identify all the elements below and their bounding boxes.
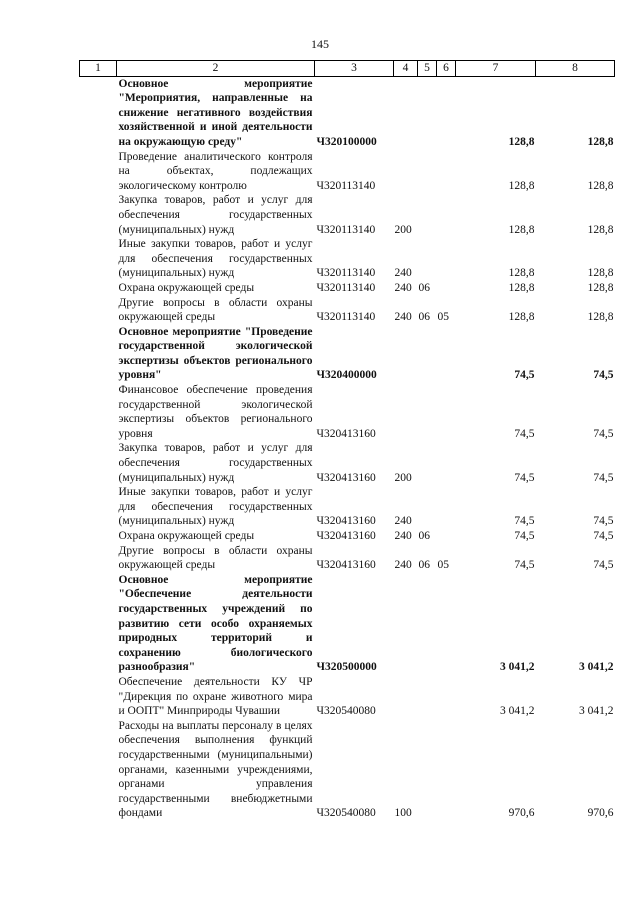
amount-col-8: 128,8 bbox=[587, 223, 614, 236]
section-code bbox=[418, 485, 437, 529]
target-code: Ч320113140 bbox=[316, 179, 376, 192]
table-row bbox=[80, 675, 615, 719]
table-body bbox=[80, 76, 615, 821]
item-name: Закупка товаров, работ и услуг для обеспечения государственных (муниципальных) нужд bbox=[118, 442, 313, 484]
amount-col-8: 128,8 bbox=[587, 281, 614, 294]
page-number: 145 bbox=[311, 37, 329, 51]
subsection-code bbox=[437, 281, 456, 296]
amount-col-7: 128,8 bbox=[508, 135, 535, 148]
target-code: Ч320113140 bbox=[316, 267, 376, 280]
section-code bbox=[418, 675, 437, 719]
row-spacer bbox=[80, 675, 117, 719]
table-row bbox=[80, 237, 615, 281]
target-code: Ч320540080 bbox=[316, 705, 376, 718]
section-code: 06 bbox=[418, 311, 430, 324]
expense-type bbox=[394, 150, 418, 194]
subsection-code bbox=[437, 237, 456, 281]
table-row bbox=[80, 281, 615, 296]
target-code: Ч320500000 bbox=[316, 661, 377, 674]
target-code: Ч320113140 bbox=[316, 311, 376, 324]
section-code bbox=[418, 193, 437, 237]
amount-col-8: 3 041,2 bbox=[579, 705, 614, 718]
header-row bbox=[80, 61, 615, 77]
subsection-code bbox=[437, 573, 456, 675]
amount-col-7: 74,5 bbox=[514, 369, 535, 382]
amount-col-8: 74,5 bbox=[593, 369, 614, 382]
expense-type: 240 bbox=[394, 559, 412, 572]
header-col-7: 7 bbox=[456, 61, 536, 77]
expense-type bbox=[394, 675, 418, 719]
subsection-code bbox=[437, 150, 456, 194]
target-code: Ч320413160 bbox=[316, 530, 376, 542]
amount-col-7: 128,8 bbox=[508, 223, 535, 236]
item-name: Обеспечение деятельности КУ ЧР "Дирекция по охране животного мира и ООПТ" Минприроды Чувашии bbox=[118, 675, 313, 718]
amount-col-8: 74,5 bbox=[593, 515, 614, 528]
table-row bbox=[80, 544, 615, 573]
amount-col-8: 128,8 bbox=[587, 311, 614, 324]
table-row bbox=[80, 485, 615, 529]
section-code bbox=[418, 76, 437, 149]
table-row bbox=[80, 150, 615, 194]
amount-col-8: 74,5 bbox=[593, 471, 614, 484]
amount-col-7: 74,5 bbox=[514, 515, 535, 528]
item-name: Другие вопросы в области охраны окружающей среды bbox=[118, 296, 313, 324]
subsection-code: 05 bbox=[437, 559, 449, 572]
row-spacer bbox=[80, 529, 117, 544]
subsection-code bbox=[437, 529, 456, 544]
row-spacer bbox=[80, 573, 117, 675]
row-spacer bbox=[80, 150, 117, 194]
expense-type: 200 bbox=[394, 223, 412, 236]
expense-type bbox=[394, 76, 418, 149]
row-spacer bbox=[80, 193, 117, 237]
expense-type bbox=[394, 573, 418, 675]
row-spacer bbox=[80, 281, 117, 296]
expense-type: 200 bbox=[394, 471, 412, 484]
row-spacer bbox=[80, 325, 117, 383]
table-row bbox=[80, 193, 615, 237]
target-code: Ч320400000 bbox=[316, 369, 377, 382]
header-col-8: 8 bbox=[536, 61, 615, 77]
amount-col-8: 128,8 bbox=[587, 267, 614, 280]
amount-col-8: 74,5 bbox=[593, 559, 614, 572]
target-code: Ч320413160 bbox=[316, 427, 376, 440]
subsection-code bbox=[437, 675, 456, 719]
target-code: Ч320113140 bbox=[316, 223, 376, 236]
table-row bbox=[80, 296, 615, 325]
subsection-code bbox=[437, 325, 456, 383]
subsection-code bbox=[437, 383, 456, 441]
section-code: 06 bbox=[418, 559, 430, 572]
row-spacer bbox=[80, 383, 117, 441]
section-code: 06 bbox=[418, 281, 430, 294]
item-name: Иные закупки товаров, работ и услуг для обеспечения государственных (муниципальных) нужд bbox=[118, 486, 313, 528]
amount-col-8: 970,6 bbox=[587, 807, 614, 820]
header-col-4: 4 bbox=[394, 61, 418, 77]
amount-col-7: 128,8 bbox=[508, 267, 535, 280]
expense-type: 240 bbox=[394, 281, 412, 294]
amount-col-7: 3 041,2 bbox=[500, 661, 535, 674]
table-row bbox=[80, 325, 615, 383]
section-code bbox=[418, 383, 437, 441]
row-spacer bbox=[80, 544, 117, 573]
budget-table bbox=[79, 60, 615, 821]
row-spacer bbox=[80, 237, 117, 281]
section-code bbox=[418, 325, 437, 383]
item-name: Расходы на выплаты персоналу в целях обеспечения выполнения функций государственными (муниципальными) органами, казенными учреждениями, органами управления государственными внебюджетными фондами bbox=[118, 719, 313, 820]
target-code: Ч320100000 bbox=[316, 135, 377, 148]
item-name: Основное мероприятие "Проведение государственной экологической экспертизы объектов регионального уровня" bbox=[118, 325, 313, 382]
section-code bbox=[418, 573, 437, 675]
table-row bbox=[80, 76, 615, 149]
row-spacer bbox=[80, 719, 117, 821]
amount-col-7: 74,5 bbox=[514, 427, 535, 440]
table-row bbox=[80, 441, 615, 485]
subsection-code bbox=[437, 193, 456, 237]
item-name: Основное мероприятие "Мероприятия, направленные на снижение негативного воздействия хозяйственной и иной деятельности на окружающую среду" bbox=[118, 77, 313, 148]
section-code: 06 bbox=[418, 530, 430, 542]
amount-col-7: 970,6 bbox=[508, 807, 535, 820]
subsection-code bbox=[437, 485, 456, 529]
amount-col-7: 128,8 bbox=[508, 179, 535, 192]
amount-col-8: 74,5 bbox=[593, 530, 614, 542]
table-row bbox=[80, 383, 615, 441]
table-row bbox=[80, 573, 615, 675]
subsection-code bbox=[437, 76, 456, 149]
expense-type: 240 bbox=[394, 515, 412, 528]
section-code bbox=[418, 237, 437, 281]
amount-col-7: 74,5 bbox=[514, 530, 535, 542]
item-name: Закупка товаров, работ и услуг для обеспечения государственных (муниципальных) нужд bbox=[118, 194, 313, 236]
table-row bbox=[80, 719, 615, 821]
item-name: Основное мероприятие "Обеспечение деятельности государственных учреждений по развитию сети особо охраняемых природных территорий и сохранению биологического разнообразия" bbox=[118, 573, 313, 674]
row-spacer bbox=[80, 76, 117, 149]
header-col-6: 6 bbox=[437, 61, 456, 77]
amount-col-7: 74,5 bbox=[514, 559, 535, 572]
amount-col-7: 3 041,2 bbox=[500, 705, 535, 718]
item-name: Другие вопросы в области охраны окружающей среды bbox=[118, 544, 313, 572]
expense-type bbox=[394, 325, 418, 383]
target-code: Ч320540080 bbox=[316, 807, 376, 820]
section-code bbox=[418, 719, 437, 821]
row-spacer bbox=[80, 441, 117, 485]
item-name: Проведение аналитического контроля на объектах, подлежащих экологическому контролю bbox=[118, 150, 313, 192]
table-header bbox=[80, 61, 615, 77]
amount-col-7: 74,5 bbox=[514, 471, 535, 484]
header-col-5: 5 bbox=[418, 61, 437, 77]
item-name: Охрана окружающей среды bbox=[118, 530, 255, 542]
item-name: Иные закупки товаров, работ и услуг для обеспечения государственных (муниципальных) нужд bbox=[118, 238, 313, 280]
target-code: Ч320413160 bbox=[316, 559, 376, 572]
subsection-code bbox=[437, 719, 456, 821]
expense-type bbox=[394, 383, 418, 441]
amount-col-8: 128,8 bbox=[587, 179, 614, 192]
expense-type: 100 bbox=[394, 807, 412, 820]
header-col-1: 1 bbox=[80, 61, 117, 77]
item-name: Охрана окружающей среды bbox=[118, 281, 255, 294]
section-code bbox=[418, 150, 437, 194]
amount-col-8: 74,5 bbox=[593, 427, 614, 440]
header-col-3: 3 bbox=[315, 61, 394, 77]
item-name: Финансовое обеспечение проведения государственной экологической экспертизы объектов регионального уровня bbox=[118, 384, 313, 440]
amount-col-7: 128,8 bbox=[508, 281, 535, 294]
target-code: Ч320413160 bbox=[316, 471, 376, 484]
subsection-code: 05 bbox=[437, 311, 449, 324]
section-code bbox=[418, 441, 437, 485]
amount-col-8: 3 041,2 bbox=[579, 661, 614, 674]
amount-col-8: 128,8 bbox=[587, 135, 614, 148]
expense-type: 240 bbox=[394, 530, 412, 542]
header-col-2: 2 bbox=[117, 61, 315, 77]
target-code: Ч320113140 bbox=[316, 281, 376, 294]
row-spacer bbox=[80, 485, 117, 529]
subsection-code bbox=[437, 441, 456, 485]
row-spacer bbox=[80, 296, 117, 325]
table-row bbox=[80, 529, 615, 544]
expense-type: 240 bbox=[394, 267, 412, 280]
amount-col-7: 128,8 bbox=[508, 311, 535, 324]
target-code: Ч320413160 bbox=[316, 515, 376, 528]
expense-type: 240 bbox=[394, 311, 412, 324]
